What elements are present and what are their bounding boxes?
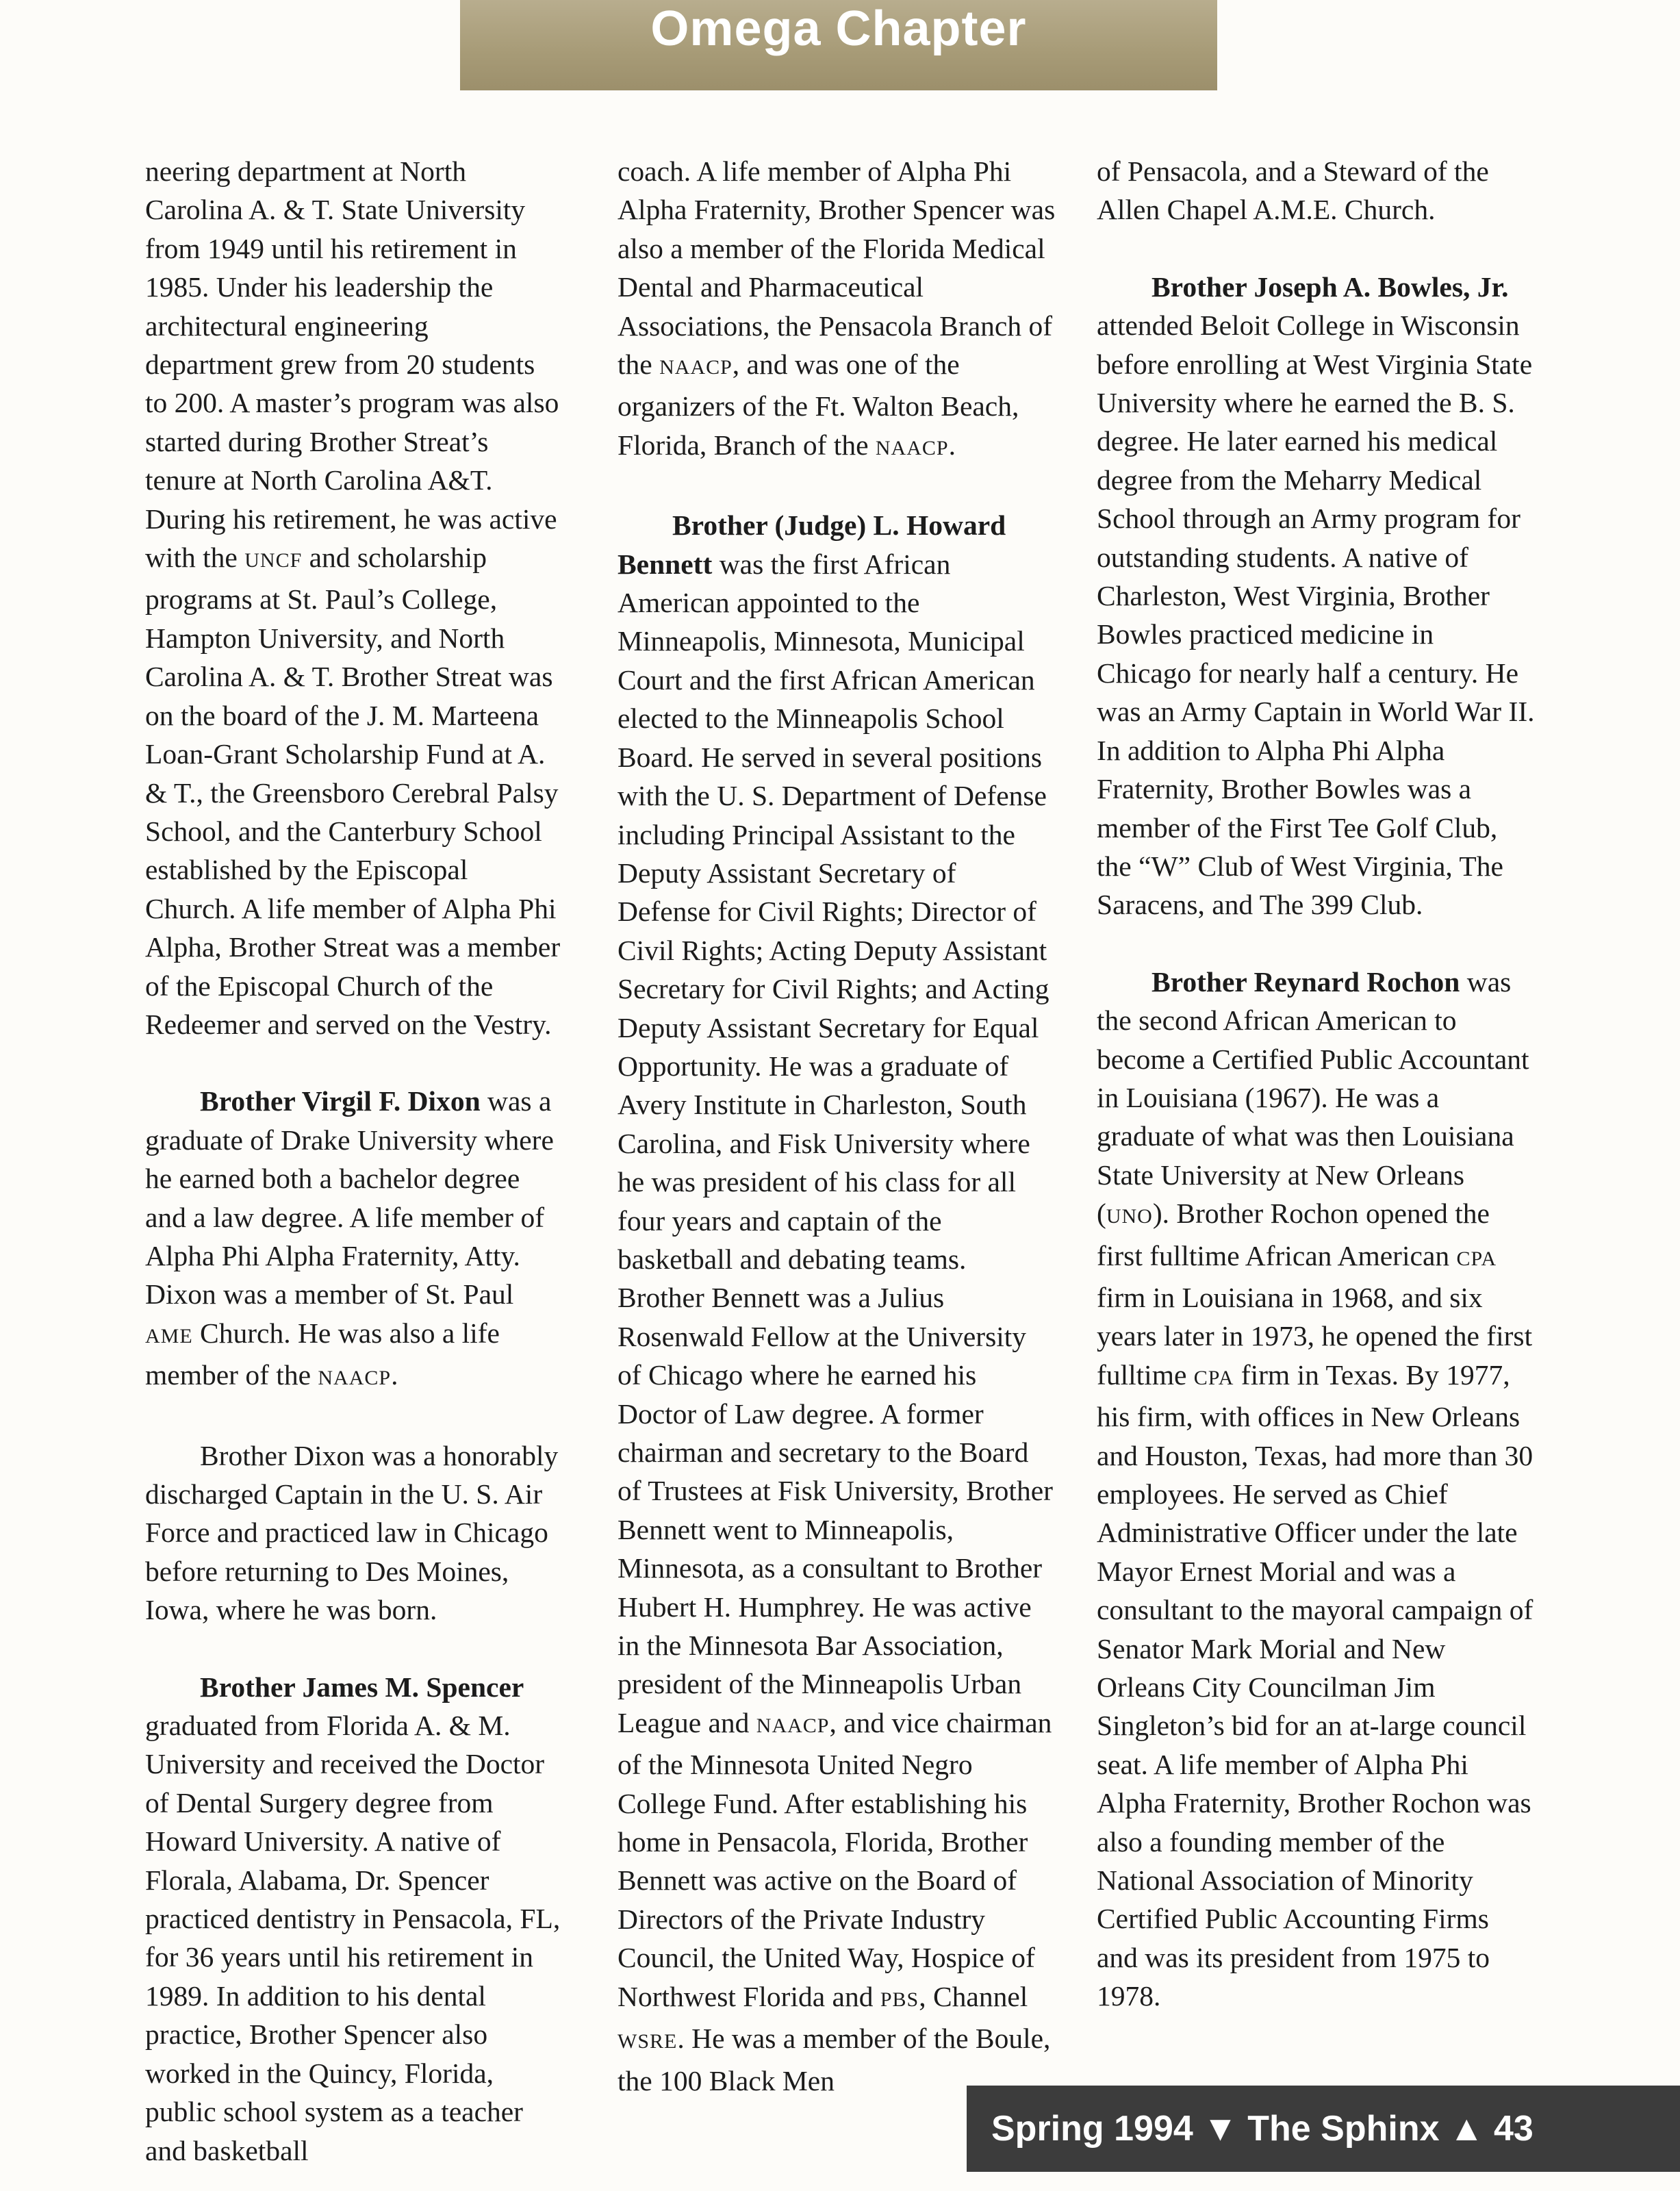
name-virgil-dixon: Brother Virgil F. Dixon xyxy=(200,1085,481,1117)
paragraph-dixon: Brother Virgil F. Dixon was a graduate of Drake University where he earned both a bachelor degree and a law degree. A life member of Alpha Phi Alpha Fraternity, Atty. Dixon was a member of St. Paul AME Church. He was also a life member of the NAACP. xyxy=(145,1085,554,1391)
paragraph-bennett-cont: of Pensacola, and a Steward of the Allen Chapel A.M.E. Church. xyxy=(1097,155,1489,226)
down-triangle-icon: ▼ xyxy=(1202,2109,1238,2149)
page-number: 43 xyxy=(1493,2109,1533,2149)
name-howard-bennett: Brother (Judge) L. Howard Bennett xyxy=(618,509,1006,580)
column-2 xyxy=(618,152,1056,2100)
magazine-name: The Sphinx xyxy=(1247,2109,1440,2149)
paragraph-spencer: Brother James M. Spencer graduated from Florida A. & M. University and received the Doctor of Dental Surgery degree from Howard University. A native of Florala, Alabama, Dr. Spencer practiced dentistry in Pensacola, FL, for 36 years until his retirement in 1989. In addition to his dental practice, Brother Spencer also worked in the Quincy, Florida, public school system as a teacher and basketball xyxy=(145,1671,561,2166)
paragraph-bowles: Brother Joseph A. Bowles, Jr. attended Beloit College in Wisconsin before enrolling at West Virginia State University where he earned the B. S. degree. He later earned his medical degree from the Meharry Medical School through an Army program for outstanding students. A native of Charleston, West Virginia, Brother Bowles practiced medicine in Chicago for nearly half a century. He was an Army Captain in World War II. In addition to Alpha Phi Alpha Fraternity, Brother Bowles was a member of the First Tee Golf Club, the “W” Club of West Virginia, The Saracens, and The 399 Club. xyxy=(1097,270,1535,921)
name-james-spencer: Brother James M. Spencer xyxy=(200,1671,524,1703)
page-title: Omega Chapter xyxy=(650,1,1027,56)
paragraph-rochon: Brother Reynard Rochon was the second African American to become a Certified Public Accountant in Louisiana (1967). He was a graduate of what was then Louisiana State University at New Orleans (UNO). Brother Rochon opened the first fulltime African American CPA firm in Louisiana in 1968, and six years later in 1973, he opened the first fulltime CPA firm in Texas. By 1977, his firm, with offices in New Orleans and Houston, Texas, had more than 30 employees. He served as Chief Administrative Officer under the late Mayor Ernest Morial and was a consultant to the mayoral campaign of Senator Mark Morial and New Orleans City Councilman Jim Singleton’s bid for an at-large council seat. A life member of Alpha Phi Alpha Fraternity, Brother Rochon was also a founding member of the National Association of Minority Certified Public Accounting Firms and was its president from 1975 to 1978. xyxy=(1097,965,1533,2012)
chapter-banner xyxy=(460,0,1217,90)
name-joseph-bowles: Brother Joseph A. Bowles, Jr. xyxy=(1151,270,1509,303)
page-footer xyxy=(967,2086,1680,2172)
paragraph-streat: neering department at North Carolina A. & T. State University from 1949 until his retirement in 1985. Under his leadership the architectural engineering department grew from 20 students to 200. A master’s program was also started during Brother Streat’s tenure at North Carolina A&T. During his retirement, he was active with the UNCF and scholarship programs at St. Paul’s College, Hampton University, and North Carolina A. & T. Brother Streat was on the board of the J. M. Marteena Loan-Grant Scholarship Fund at A. & T., the Greensboro Cerebral Palsy School, and the Canterbury School established by the Episcopal Church. A life member of Alpha Phi Alpha, Brother Streat was a member of the Episcopal Church of the Redeemer and served on the Vestry. xyxy=(145,155,561,1040)
issue-label: Spring 1994 xyxy=(991,2109,1193,2149)
paragraph-dixon-2: Brother Dixon was a honorably discharged Captain in the U. S. Air Force and practiced law in Chicago before returning to Des Moines, Iowa, where he was born. xyxy=(145,1439,559,1626)
column-1 xyxy=(145,152,563,2170)
paragraph-bennett: Brother (Judge) L. Howard Bennett was the first African American appointed to the Minneapolis, Minnesota, Municipal Court and the first African American elected to the Minneapolis School Board. He served in several positions with the U. S. Department of Defense including Principal Assistant to the Deputy Assistant Secretary of Defense for Civil Rights; Director of Civil Rights; Acting Deputy Assistant Secretary for Civil Rights; and Acting Deputy Assistant Secretary for Equal Opportunity. He was a graduate of Avery Institute in Charleston, South Carolina, and Fisk University where he was president of his class for all four years and captain of the basketball and debating teams. Brother Bennett was a Julius Rosenwald Fellow at the University of Chicago where he earned his Doctor of Law degree. A former chairman and secretary to the Board of Trustees at Fisk University, Brother Bennett went to Minneapolis, Minnesota, as a consultant to Brother Hubert H. Humphrey. He was active in the Minnesota Bar Association, president of the Minneapolis Urban League and NAACP, and vice chairman of the Minnesota United Negro College Fund. After establishing his home in Pensacola, Florida, Brother Bennett was active on the Board of Directors of the Private Industry Council, the United Way, Hospice of Northwest Florida and PBS, Channel WSRE. He was a member of the Boule, the 100 Black Men xyxy=(618,509,1053,2097)
up-triangle-icon: ▲ xyxy=(1449,2109,1484,2149)
paragraph-spencer-cont: coach. A life member of Alpha Phi Alpha Fraternity, Brother Spencer was also a member of the Florida Medical Dental and Pharmaceutical Associations, the Pensacola Branch of the NAACP, and was one of the organizers of the Ft. Walton Beach, Florida, Branch of the NAACP. xyxy=(618,155,1056,461)
name-reynard-rochon: Brother Reynard Rochon xyxy=(1151,965,1460,998)
column-3 xyxy=(1097,152,1535,2016)
